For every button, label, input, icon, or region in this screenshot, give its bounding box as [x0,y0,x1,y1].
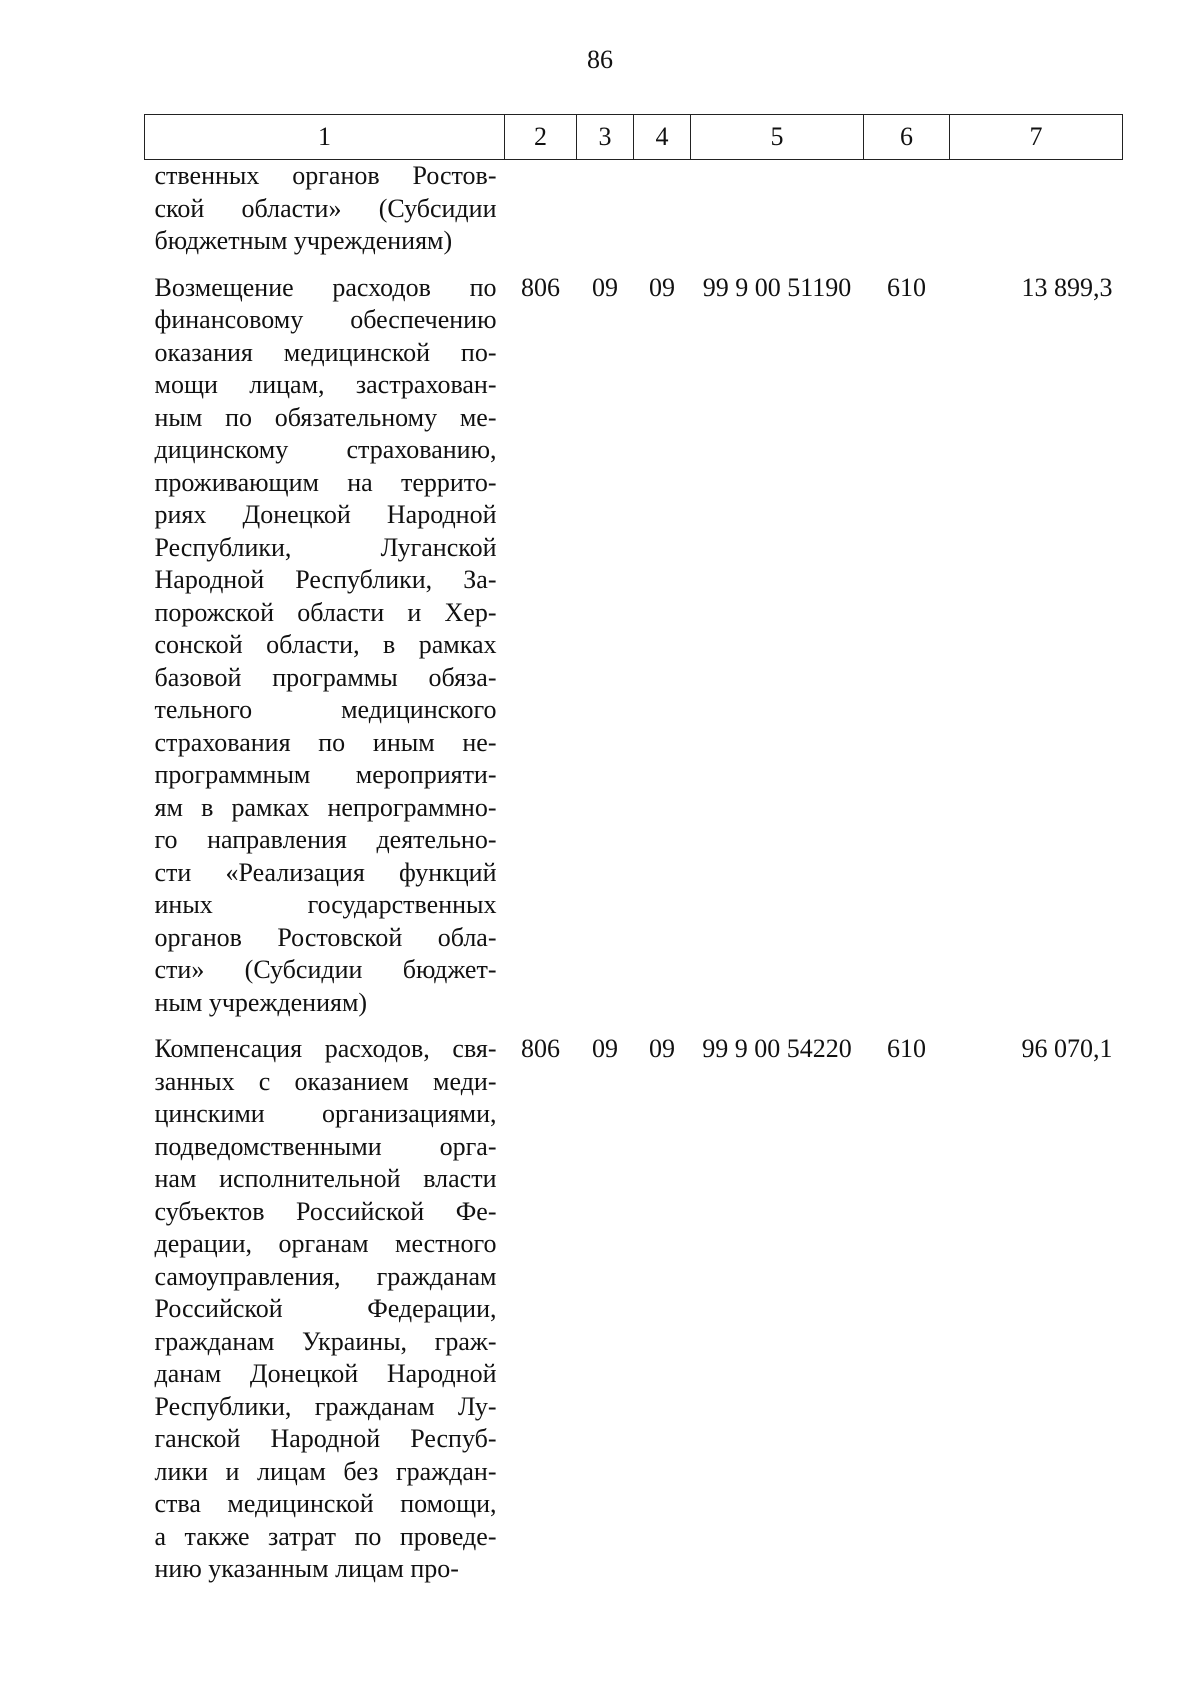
row-amount: 96 070,1 [1021,1034,1113,1063]
header-col-4: 4 [634,115,691,160]
header-col-7: 7 [950,115,1123,160]
header-col-2: 2 [505,115,577,160]
description-line: нию указанным лицам про- [154,1554,459,1583]
row-subsection-code [634,160,691,258]
row-amount: 13 899,3 [1021,272,1113,302]
description-line: дицинскому страхованию, [154,435,497,464]
description-line: риях Донецкой Народной [154,500,497,529]
description-line: самоуправления, гражданам [154,1261,497,1291]
description-line: программным мероприяти- [154,760,497,789]
row-subsection-code: 09 [649,272,675,302]
header-col-5: 5 [691,115,864,160]
row-section-code: 09 [592,272,618,302]
description-line: Компенсация расходов, свя- [154,1034,497,1063]
description-line: гражданам Украины, граж- [154,1326,497,1356]
row-ministry-code: 806 [521,1034,560,1063]
description-line: го направления деятельно- [154,825,497,854]
description-line: проживающим на террито- [154,467,497,497]
budget-table [144,114,1123,1586]
description-line: базовой программы обяза- [154,662,497,692]
table-header [145,115,1123,160]
row-description [145,1019,505,1586]
header-col-6: 6 [864,115,950,160]
row-ministry-code [505,160,577,258]
description-line: сонской области, в рамках [154,630,497,659]
page-number: 86 [587,45,613,74]
description-line: Возмещение расходов по [154,272,497,302]
description-line: ской области» (Субсидии [154,193,497,223]
table-body [145,160,1123,1586]
description-line: финансовому обеспечению [154,305,497,334]
description-line: лики и лицам без граждан- [154,1456,497,1486]
header-row [145,115,1123,160]
description-line: цинскими организациями, [154,1099,497,1128]
description-line: порожской области и Хер- [154,597,497,627]
description-line: ства медицинской помощи, [154,1489,497,1518]
header-col-3: 3 [577,115,634,160]
description-line: Народной Республики, За- [154,565,497,594]
description-line: подведомственными орга- [154,1131,497,1161]
description-line: органов Ростовской обла- [154,922,497,952]
description-line: ным учреждениям) [154,987,368,1017]
row-description [145,160,505,258]
description-line: иных государственных [154,890,497,919]
row-section-code: 09 [592,1034,618,1063]
description-line: оказания медицинской по- [154,337,497,367]
row-expense-type: 610 [887,272,926,302]
row-expense-type [864,160,950,258]
description-line: сти» (Субсидии бюджет- [154,955,497,984]
row-expense-type: 610 [887,1034,926,1063]
description-line: дерации, органам местного [154,1229,497,1258]
description-line: занных с оказанием меди- [154,1066,497,1096]
description-line: страхования по иным не- [154,727,497,757]
row-description [145,258,505,1020]
row-section-code [577,160,634,258]
row-target-article: 99 9 00 54220 [702,1034,852,1063]
description-line: ственных органов Ростов- [154,161,497,190]
description-line: данам Донецкой Народной [154,1359,497,1388]
description-line: Республики, Луганской [154,532,497,562]
header-col-1: 1 [145,115,505,160]
description-line: нам исполнительной власти [154,1164,497,1193]
description-line: Республики, гражданам Лу- [154,1391,497,1421]
description-line: мощи лицам, застрахован- [154,370,497,399]
description-line: бюджетным учреждениям) [154,226,453,255]
row-target-article: 99 9 00 51190 [702,272,852,302]
row-subsection-code: 09 [649,1034,675,1063]
description-line: субъектов Российской Фе- [154,1196,497,1226]
description-line: Российской Федерации, [154,1294,497,1323]
description-line: ям в рамках непрограммно- [154,792,497,822]
table-row [145,1019,1123,1586]
description-line: ным по обязательному ме- [154,402,497,432]
row-ministry-code: 806 [521,272,560,302]
description-line: ганской Народной Респуб- [154,1424,497,1453]
table-row [145,258,1123,1020]
description-line: сти «Реализация функций [154,857,497,887]
row-amount [950,160,1123,258]
description-line: тельного медицинского [154,695,497,724]
table-row [145,160,1123,258]
description-line: а также затрат по проведе- [154,1521,497,1551]
row-target-article [691,160,864,258]
